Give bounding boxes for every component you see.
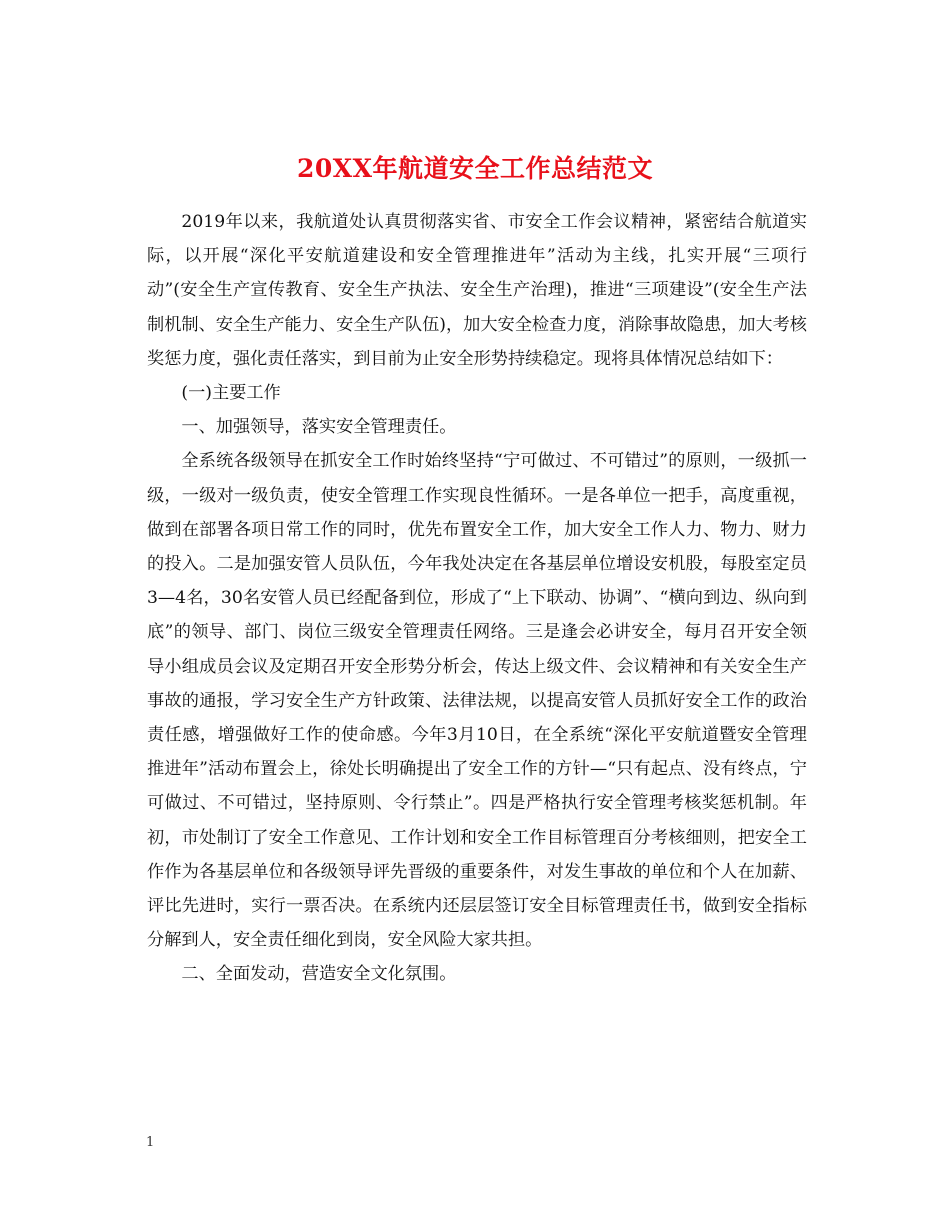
section-heading-main-work: (一)主要工作 <box>181 383 281 404</box>
intro-paragraph: 2019年以来，我航道处认真贯彻落实省、市安全工作会议精神，紧密结合航道实际，以开展“深化平安航道建设和安全管理推进年”活动为主线，扎实开展“三项行动”(安全生产宣传教育、安全生产执法、安全生产治理)，推进“三项建设”(安全生产法制机制、安全生产能力、安全生产队伍)，加大安全检查力度，消除事故隐患，加大考核奖惩力度，强化责任落实，到目前为止安全形势持续稳定。现将具体情况总结如下： <box>147 212 807 369</box>
subheading-leadership: 一、加强领导，落实安全管理责任。 <box>181 417 457 438</box>
page-number: 1 <box>146 1135 155 1150</box>
document-body <box>147 205 807 992</box>
body-paragraph-leadership: 全系统各级领导在抓安全工作时始终坚持“宁可做过、不可错过”的原则，一级抓一级，一级对一级负责，使安全管理工作实现良性循环。一是各单位一把手，高度重视，做到在部署各项日常工作的同时，优先布置安全工作，加大安全工作人力、物力、财力的投入。二是加强安管人员队伍，今年我处决定在各基层单位增设安机股，每股室定员3—4名，30名安管人员已经配备到位，形成了“上下联动、协调”、“横向到边、纵向到底”的领导、部门、岗位三级安全管理责任网络。三是逢会必讲安全，每月召开安全领导小组成员会议及定期召开安全形势分析会，传达上级文件、会议精神和有关安全生产事故的通报，学习安全生产方针政策、法律法规，以提高安管人员抓好安全工作的政治责任感，增强做好工作的使命感。今年3月10日，在全系统“深化平安航道暨安全管理推进年”活动布置会上，徐处长明确提出了安全工作的方针—“只有起点、没有终点，宁可做过、不可错过，坚持原则、令行禁止”。四是严格执行安全管理考核奖惩机制。年初，市处制订了安全工作意见、工作计划和安全工作目标管理百分考核细则，把安全工作作为各基层单位和各级领导评先晋级的重要条件，对发生事故的单位和个人在加薪、评比先进时，实行一票否决。在系统内还层层签订安全目标管理责任书，做到安全指标分解到人，安全责任细化到岗，安全风险大家共担。 <box>147 451 807 951</box>
document-title: 20XX年航道安全工作总结范文 <box>296 153 654 183</box>
subheading-safety-culture: 二、全面发动，营造安全文化氛围。 <box>181 964 457 985</box>
